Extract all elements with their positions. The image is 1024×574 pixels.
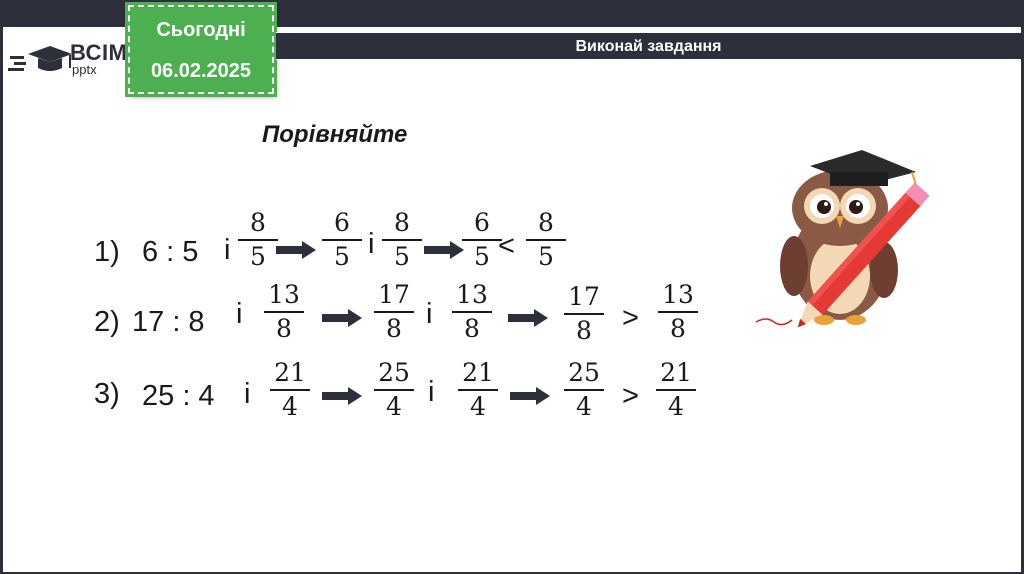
row-label: 1)	[94, 236, 120, 268]
right-arrow-icon	[510, 387, 550, 405]
fraction: 21 4	[268, 358, 312, 422]
comparison-sign: >	[622, 380, 639, 412]
brand-sub: pptx	[72, 62, 97, 77]
fraction: 25 4	[562, 358, 606, 422]
date-badge	[128, 5, 274, 94]
fraction: 13 8	[450, 280, 494, 344]
fraction: 17 8	[372, 280, 416, 344]
fraction: 13 8	[262, 280, 306, 344]
division-expression: 17 : 8	[132, 306, 205, 338]
fraction: 8 5	[236, 208, 280, 272]
right-arrow-icon	[276, 241, 316, 259]
conjunction-text: і	[426, 298, 433, 330]
right-arrow-icon	[424, 241, 464, 259]
row-label: 3)	[94, 378, 120, 410]
fraction: 6 5	[460, 208, 504, 272]
title-bar	[276, 32, 1021, 60]
conjunction-text: і	[236, 298, 243, 330]
division-expression: 6 : 5	[142, 236, 199, 268]
fraction: 13 8	[656, 280, 700, 344]
page-title: Виконай завдання	[575, 38, 722, 55]
comparison-sign: >	[622, 302, 639, 334]
fraction: 8 5	[524, 208, 568, 272]
fraction: 21 4	[456, 358, 500, 422]
comparison-sign: <	[498, 230, 515, 262]
row-label: 2)	[94, 306, 120, 338]
fraction: 6 5	[320, 208, 364, 272]
right-arrow-icon	[508, 309, 548, 327]
conjunction-text: і	[368, 228, 375, 260]
fraction: 17 8	[562, 282, 606, 346]
right-arrow-icon	[322, 387, 362, 405]
conjunction-text: і	[428, 376, 435, 408]
conjunction-text: і	[224, 234, 231, 266]
conjunction-text: і	[244, 378, 251, 410]
owl-with-pencil-icon	[752, 146, 952, 336]
task-heading: Порівняйте	[262, 121, 408, 148]
right-arrow-icon	[322, 309, 362, 327]
division-expression: 25 : 4	[142, 380, 215, 412]
fraction: 25 4	[372, 358, 416, 422]
brand-name: ВСІМ	[70, 40, 128, 65]
fraction: 8 5	[380, 208, 424, 272]
date-label: Сьогодні	[156, 19, 246, 41]
date-value: 06.02.2025	[150, 60, 252, 82]
fraction: 21 4	[654, 358, 698, 422]
